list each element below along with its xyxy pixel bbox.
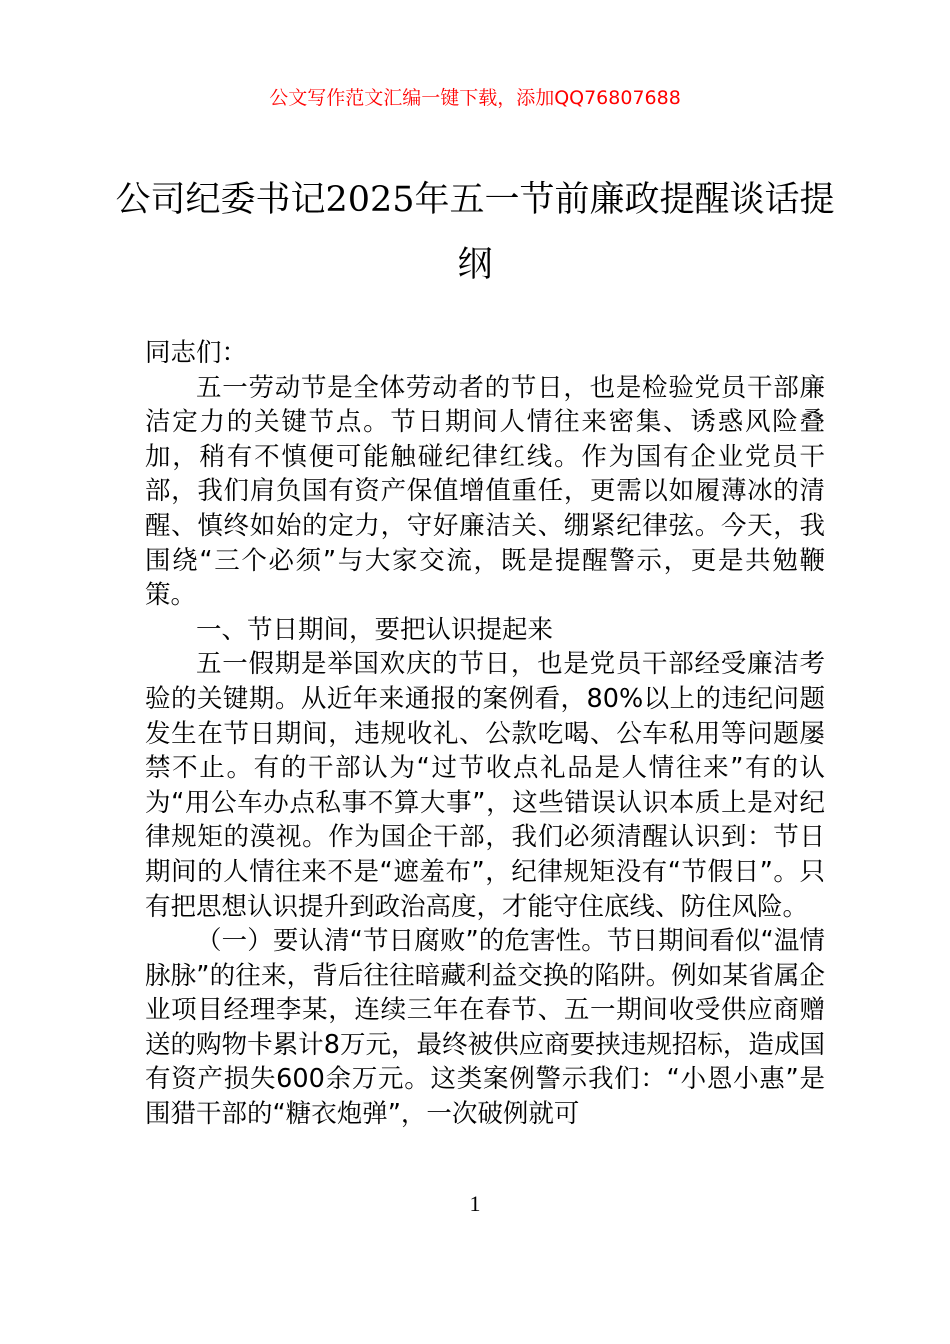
document-title: 公司纪委书记2025年五一节前廉政提醒谈话提纲	[115, 180, 835, 285]
salutation: 同志们：	[145, 338, 248, 368]
paragraph-intro: 五一劳动节是全体劳动者的节日，也是检验党员干部廉洁定力的关键节点。节日期间人情往来密集、诱惑风险叠加，稍有不慎便可能触碰纪律红线。作为国有企业党员干部，我们肩负国有资产保值增值重任，更需以如履薄冰的清醒、慎终如始的定力，守好廉洁关、绷紧纪律弦。今天，我围绕“三个必须”与大家交流，既是提醒警示，更是共勉鞭策。	[145, 372, 825, 611]
paragraph-section-1: 五一假期是举国欢庆的节日，也是党员干部经受廉洁考验的关键期。从近年来通报的案例看，80%以上的违纪问题发生在节日期间，违规收礼、公款吃喝、公车私用等问题屡禁不止。有的干部认为“过节收点礼品是人情往来”有的认为“用公车办点私事不算大事”，这些错误认识本质上是对纪律规矩的漠视。作为国企干部，我们必须清醒认识到：节日期间的人情往来不是“遮羞布”，纪律规矩没有“节假日”。只有把思想认识提升到政治高度，才能守住底线、防住风险。	[145, 649, 825, 922]
section-heading-1: 一、节日期间，要把认识提起来	[196, 614, 554, 645]
page-number: 1	[469, 1191, 481, 1216]
document-body	[145, 336, 825, 1132]
paragraph-subsection-1: （一）要认清“节日腐败”的危害性。节日期间看似“温情脉脉”的往来，背后往往暗藏利益交换的陷阱。例如某省属企业项目经理李某，连续三年在春节、五一期间收受供应商赠送的购物卡累计8万元，最终被供应商要挟违规招标，造成国有资产损失600余万元。这类案例警示我们：“小恩小惠”是围猎干部的“糖衣炮弹”，一次破例就可	[145, 926, 825, 1130]
download-banner: 公文写作范文汇编一键下载，添加QQ76807688	[269, 87, 681, 109]
